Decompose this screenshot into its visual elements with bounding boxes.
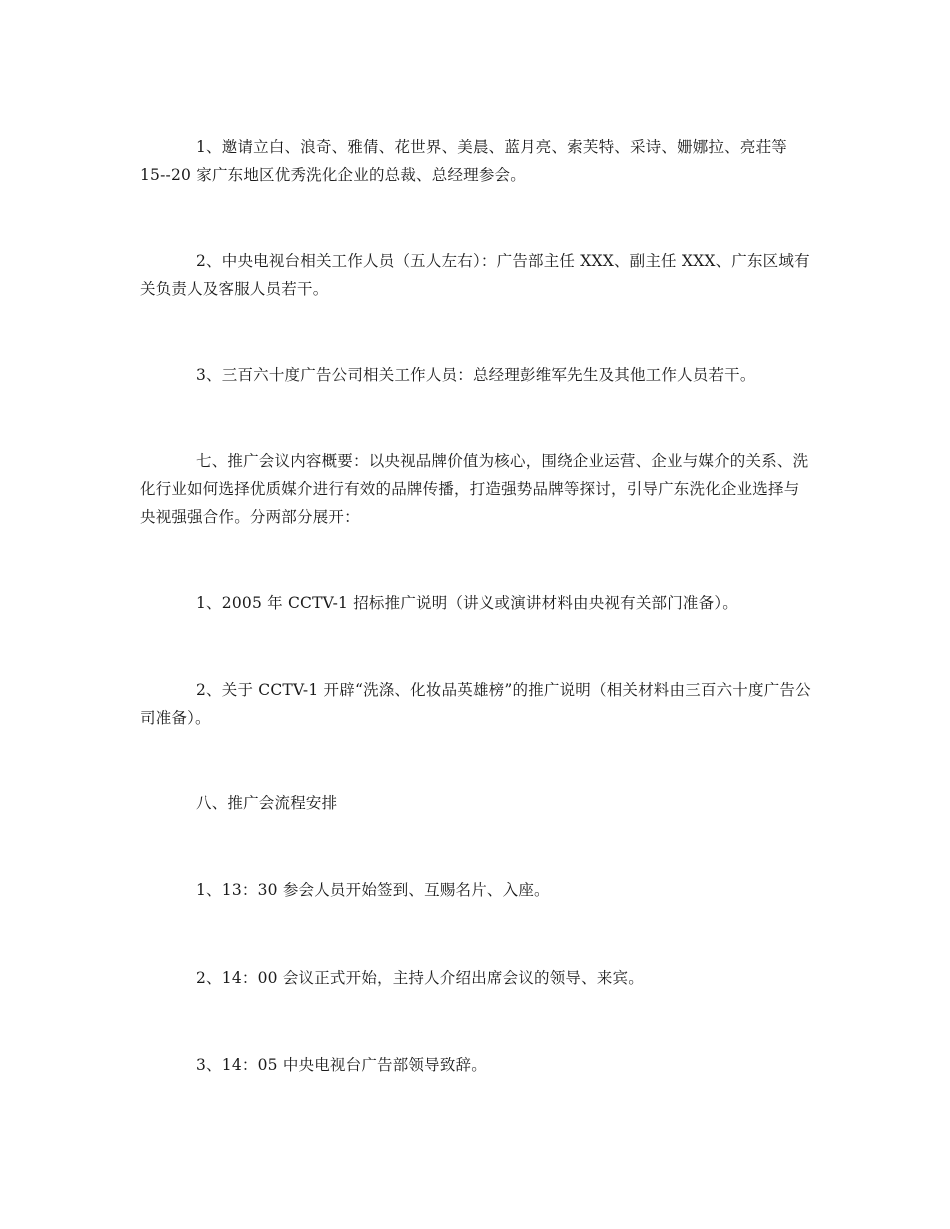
paragraph-schedule-2: 2、14：00 会议正式开始，主持人介绍出席会议的领导、来宾。 — [196, 969, 644, 987]
paragraph-part-one: 1、2005 年 CCTV-1 招标推广说明（讲义或演讲材料由央视有关部门准备）。 — [196, 594, 738, 612]
paragraph-part-two: 2、关于 CCTV-1 开辟“洗涤、化妆品英雄榜”的推广说明（相关材料由三百六十度广告公司准备）。 — [140, 681, 811, 727]
paragraph-invitees-cctv: 2、中央电视台相关工作人员（五人左右）：广告部主任 XXX、副主任 XXX、广东区域有关负责人及客服人员若干。 — [140, 252, 810, 298]
paragraph-schedule-3: 3、14：05 中央电视台广告部领导致辞。 — [196, 1056, 487, 1074]
paragraph-invitees-agency: 3、三百六十度广告公司相关工作人员：总经理彭维军先生及其他工作人员若干。 — [196, 366, 756, 384]
paragraph-section-eight: 八、推广会流程安排 — [196, 794, 338, 812]
paragraph-section-seven: 七、推广会议内容概要：以央视品牌价值为核心，围绕企业运营、企业与媒介的关系、洗化行业如何选择优质媒介进行有效的品牌传播，打造强势品牌等探讨，引导广东洗化企业选择与央视强强合作。分两部分展开： — [140, 452, 809, 526]
paragraph-schedule-1: 1、13：30 参会人员开始签到、互赐名片、入座。 — [196, 881, 550, 899]
paragraph-invitees-enterprises: 1、邀请立白、浪奇、雅倩、花世界、美晨、蓝月亮、索芙特、采诗、姗娜拉、亮荘等 15--20 家广东地区优秀洗化企业的总裁、总经理参会。 — [140, 138, 787, 184]
